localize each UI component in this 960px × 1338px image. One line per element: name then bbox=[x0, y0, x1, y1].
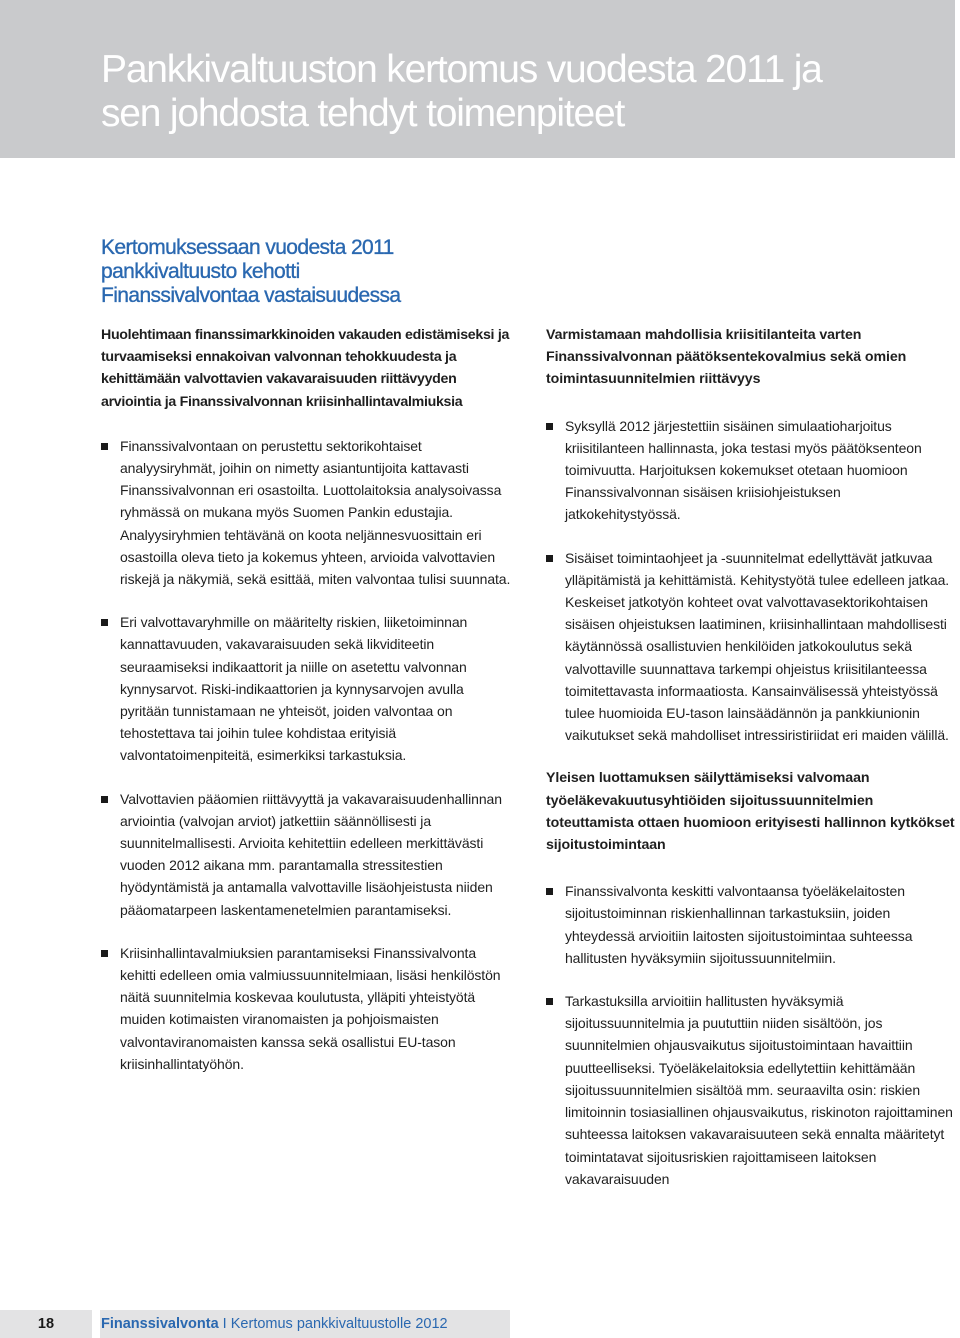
square-bullet-icon bbox=[546, 998, 553, 1005]
footer-publication-line bbox=[101, 1310, 448, 1338]
left-lead-heading: Huolehtimaan finanssimarkkinoiden vakauden edistämiseksi ja turvaamiseksi ennakoivan valvonnan tehokkuudesta ja kehittämään valvottavien vakavaraisuuden riittävyyden arviointia ja Finanssivalvonnan kriisinhallintavalmiuksia bbox=[101, 327, 510, 410]
section-title-line-1: Kertomuksessaan vuodesta 2011 bbox=[101, 236, 394, 259]
right-column bbox=[546, 324, 958, 1211]
section-title-line-2: pankkivaltuusto kehotti bbox=[101, 260, 300, 283]
square-bullet-icon bbox=[101, 443, 108, 450]
list-item-text: Finanssivalvonta keskitti valvontaansa työeläkelaitosten sijoitustoiminnan riskienhallinnan tarkastuksiin, joiden yhteydessä arvioitiin laitosten sijoitustoimintaa suhteessa hallitusten hyväksymiin sijoitussuunnitelmiin. bbox=[565, 883, 913, 966]
section-title bbox=[101, 236, 501, 308]
list-item bbox=[101, 788, 511, 921]
list-item bbox=[546, 415, 958, 526]
square-bullet-icon bbox=[101, 950, 108, 957]
list-item-text: Finanssivalvontaan on perustettu sektorikohtaiset analyysiryhmät, joihin on nimetty asiantuntijoita kattavasti Finanssivalvonnan eri osastoilta. Luottolaitoksia analysoivassa ryhmässä on mukana myös Suomen Pankin edustajia. Analyysiryhmien tehtävänä on koota neljännesvuosittain eri osastoilla oleva tieto ja kokemus yhteen, arvioida valvottavien riskejä ja näkymiä, sekä esittää, miten valvontaa tulisi suunnata. bbox=[120, 437, 511, 588]
list-item bbox=[101, 942, 511, 1075]
right-lead-heading-1: Varmistamaan mahdollisia kriisitilanteita varten Finanssivalvonnan päätöksentekovalmius sekä omien toimintasuunnitelmien riittävyys bbox=[546, 327, 907, 388]
left-bullet-list bbox=[101, 435, 511, 1075]
footer-bar bbox=[0, 1310, 510, 1338]
page-title bbox=[101, 48, 921, 136]
square-bullet-icon bbox=[546, 555, 553, 562]
left-column bbox=[101, 324, 511, 1096]
square-bullet-icon bbox=[546, 888, 553, 895]
right-bullet-list-1 bbox=[546, 415, 958, 747]
list-item bbox=[546, 547, 958, 747]
square-bullet-icon bbox=[101, 796, 108, 803]
list-item-text: Valvottavien pääomien riittävyyttä ja vakavaraisuudenhallinnan arviointia (valvojan arviot) jatkettiin säännöllisesti ja suunnitelmallisesti. Arvioita kehitettiin edelleen merkittävästi vuoden 2012 aikana mm. parantamalla stressitestien hyödyntämistä ja antamalla valvottaville lisäohjeistusta niiden pääomatarpeen laskentamenetelmien parantamiseksi. bbox=[120, 790, 502, 918]
list-item-text: Sisäiset toimintaohjeet ja -suunnitelmat edellyttävät jatkuvaa ylläpitämistä ja kehittämistä. Kehitystyötä tulee edelleen jatkaa. Keskeiset jatkotyön kohteet ovat valvottavasektorikohtaisen sisäisen ohjeistuksen laatiminen, kriisinhallintaan mahdollisesti käytännössä osallistuvien henkilöiden jatkokoulutus sekä valvottaville suunnattava tarkempi ohjeistus kriisitilanteessa toimitettavasta informaatiosta. Kansainvälisessä yhteistyössä tulee huomioida EU-tason lainsäädännön ja pankkiunionin vaikutukset sekä mahdolliset intressiristiriidat eri maiden välillä. bbox=[565, 549, 950, 744]
square-bullet-icon bbox=[546, 423, 553, 430]
page-title-line-1: Pankkivaltuuston kertomus vuodesta 2011 ja bbox=[101, 48, 822, 91]
page-title-line-2: sen johdosta tehdyt toimenpiteet bbox=[101, 92, 625, 135]
footer-brand: Finanssivalvonta bbox=[101, 1316, 219, 1332]
list-item-text: Tarkastuksilla arvioitiin hallitusten hyväksymiä sijoitussuunnitelmia ja puututtiin niiden sisältöön, jos suunnitelmien ohjausvaikutus sijoitustoimintaan havaittiin puutteelliseksi. Työeläkelaitoksia edellytettiin kehittämään sijoitussuunnitelmien sisältöä mm. seuraavilta osin: riskien limitoinnin tosiasiallinen ohjausvaikutus, riskinoton rajoittaminen suhteessa laitoksen vakavaraisuuteen sekä ennalta määritetyt toimintatavat sijoitusriskien rajoittamiseen laitoksen vakavaraisuuden bbox=[565, 993, 953, 1187]
list-item-text: Syksyllä 2012 järjestettiin sisäinen simulaatioharjoitus kriisitilanteen hallinnasta, joka testasi myös päätöksenteon toimivuutta. Harjoituksen kokemukset otetaan huomioon Finanssivalvonnan sisäisen kriisiohjeistuksen jatkokehitystyössä. bbox=[565, 417, 922, 523]
footer-separator: I bbox=[218, 1316, 231, 1332]
section-title-line-3: Finanssivalvontaa vastaisuudessa bbox=[101, 284, 401, 307]
page-number: 18 bbox=[37, 1316, 55, 1332]
square-bullet-icon bbox=[101, 619, 108, 626]
list-item bbox=[101, 435, 511, 590]
list-item bbox=[546, 880, 958, 969]
footer-divider bbox=[92, 1310, 100, 1338]
list-item-text: Eri valvottavaryhmille on määritelty riskien, liiketoiminnan kannattavuuden, vakavaraisuuden sekä likviditeetin seuraamiseksi indikaattorit ja niille on asetettu valvonnan kynnysarvot. Riski-indikaattorien ja kynnysarvojen avulla pyritään tunnistamaan ne yhteisöt, joiden valvontaa on tehostettava tai joihin tulee kohdistaa erityisiä valvontatoimenpiteitä, esimerkiksi tarkastuksia. bbox=[120, 614, 468, 764]
list-item bbox=[546, 990, 958, 1190]
list-item bbox=[101, 611, 511, 766]
list-item-text: Kriisinhallintavalmiuksien parantamiseksi Finanssivalvonta kehitti edelleen omia valmiussuunnitelmiaan, lisäsi henkilöstön näitä suunnitelmia koskevaa koulutusta, ylläpiti yhteistyötä muiden kotimaisten viranomaisten ja pohjoismaisten valvontaviranomaisten kanssa sekä osallistui EU-tason kriisinhallintatyöhön. bbox=[120, 944, 501, 1072]
right-lead-heading-2: Yleisen luottamuksen säilyttämiseksi valvomaan työeläkevakuutusyhtiöiden sijoitussuunnitelmien toteuttamista ottaen huomioon erityisesti hallinnon kytkökset sijoitustoimintaan bbox=[546, 770, 955, 854]
right-bullet-list-2 bbox=[546, 880, 958, 1190]
footer-publication: Kertomus pankkivaltuustolle 2012 bbox=[230, 1316, 448, 1332]
